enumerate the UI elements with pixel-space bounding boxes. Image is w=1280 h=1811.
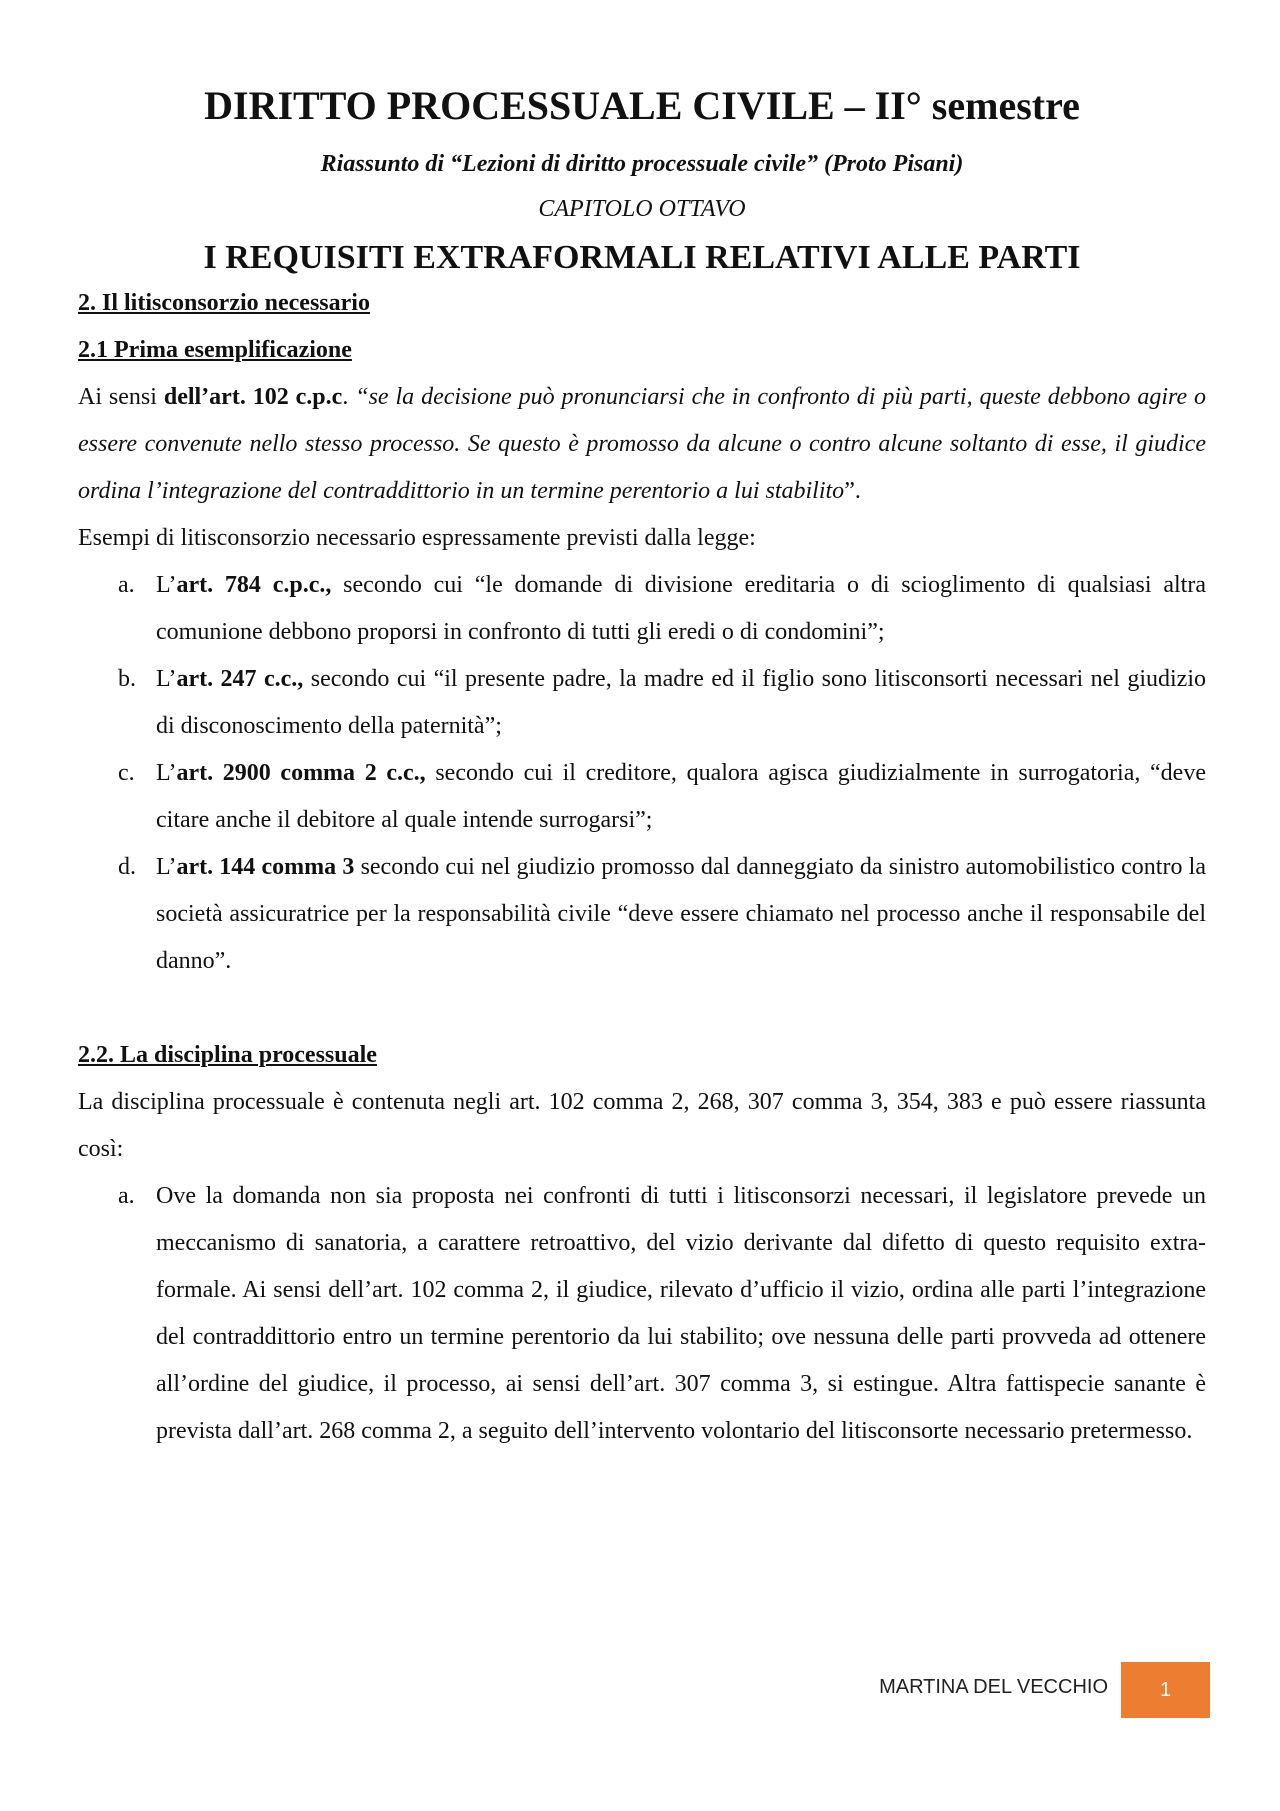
list-item-pre: L’	[156, 759, 177, 786]
list-item	[78, 844, 1206, 985]
document-subtitle: Riassunto di “Lezioni di diritto processuale civile” (Proto Pisani)	[320, 151, 964, 177]
paragraph-discipline-intro: La disciplina processuale è contenuta negli art. 102 comma 2, 268, 307 comma 3, 354, 383 e può essere riassunta così:	[78, 1088, 1206, 1162]
paragraph-art-102-end: ”.	[844, 477, 861, 504]
page-number-badge: 1	[1121, 1662, 1210, 1718]
document-title: DIRITTO PROCESSUALE CIVILE – II° semestre	[204, 83, 1080, 128]
list-item-pre: L’	[156, 571, 177, 598]
chapter-title: I REQUISITI EXTRAFORMALI RELATIVI ALLE PARTI	[203, 238, 1081, 276]
list-marker: c.	[118, 759, 135, 786]
discipline-list	[78, 1173, 1206, 1455]
paragraph-art-102-pre: Ai sensi	[78, 383, 164, 410]
paragraph-art-102	[78, 374, 1206, 515]
examples-list	[78, 562, 1206, 985]
document-page	[78, 70, 1206, 1455]
paragraph-art-102-dot: .	[342, 383, 356, 410]
blank-line	[78, 985, 1206, 1032]
list-item	[78, 750, 1206, 844]
chapter-label: CAPITOLO OTTAVO	[538, 195, 746, 222]
page-footer	[0, 1662, 1280, 1718]
paragraph-art-102-quote: “se la decisione può pronunciarsi che in confronto di più parti, queste debbono agire o essere convenute nello stesso processo. Se questo è promosso da alcune o contro alcune soltanto di esse, il giudice ordina l’integrazione del contraddittorio in un termine perentorio a lui stabilito	[78, 383, 1207, 504]
list-marker: b.	[118, 665, 136, 692]
list-item-bold: art. 247 c.c.,	[176, 665, 304, 692]
list-item-bold: art. 784 c.p.c.,	[176, 571, 332, 598]
list-marker: d.	[118, 853, 136, 880]
section-heading-2-2: 2.2. La disciplina processuale	[78, 1041, 377, 1068]
list-marker: a.	[118, 1182, 135, 1209]
paragraph-art-102-bold: dell’art. 102 c.p.c	[163, 383, 343, 410]
list-item-text: secondo cui il creditore, qualora agisca giudizialmente in surrogatoria, “deve citare anche il debitore al quale intende surrogarsi”;	[156, 759, 1206, 833]
list-item-bold: art. 2900 comma 2 c.c.,	[176, 759, 426, 786]
list-item-text: secondo cui nel giudizio promosso dal danneggiato da sinistro automobilistico contro la società assicuratrice per la responsabilità civile “deve essere chiamato nel processo anche il responsabile del danno”.	[156, 853, 1206, 974]
list-item-pre: L’	[156, 665, 177, 692]
list-item-text: secondo cui “le domande di divisione ereditaria o di scioglimento di qualsiasi altra comunione debbono proporsi in confronto di tutti gli eredi o di condomini”;	[156, 571, 1206, 645]
list-item	[78, 562, 1206, 656]
list-item-bold: art. 144 comma 3	[176, 853, 355, 880]
list-item-text: Ove la domanda non sia proposta nei confronti di tutti i litisconsorzi necessari, il legislatore prevede un meccanismo di sanatoria, a carattere retroattivo, del vizio derivante dal difetto di questo requisito extra-formale. Ai sensi dell’art. 102 comma 2, il giudice, rilevato d’ufficio il vizio, ordina alle parti l’integrazione del contraddittorio entro un termine perentorio da lui stabilito; ove nessuna delle parti provveda ad ottenere all’ordine del giudice, il processo, ai sensi dell’art. 307 comma 3, si estingue. Altra fattispecie sanante è prevista dall’art. 268 comma 2, a seguito dell’intervento volontario del litisconsorte necessario pretermesso.	[156, 1182, 1206, 1444]
footer-author: MARTINA DEL VECCHIO	[879, 1676, 1108, 1698]
section-heading-2: 2. Il litisconsorzio necessario	[78, 289, 370, 316]
list-item	[78, 1173, 1206, 1455]
list-marker: a.	[118, 571, 135, 598]
list-item-text: secondo cui “il presente padre, la madre ed il figlio sono litisconsorti necessari nel giudizio di disconoscimento della paternità”;	[156, 665, 1207, 739]
paragraph-examples-intro: Esempi di litisconsorzio necessario espressamente previsti dalla legge:	[78, 524, 756, 551]
list-item-pre: L’	[156, 853, 177, 880]
section-heading-2-1: 2.1 Prima esemplificazione	[78, 336, 352, 363]
list-item	[78, 656, 1206, 750]
